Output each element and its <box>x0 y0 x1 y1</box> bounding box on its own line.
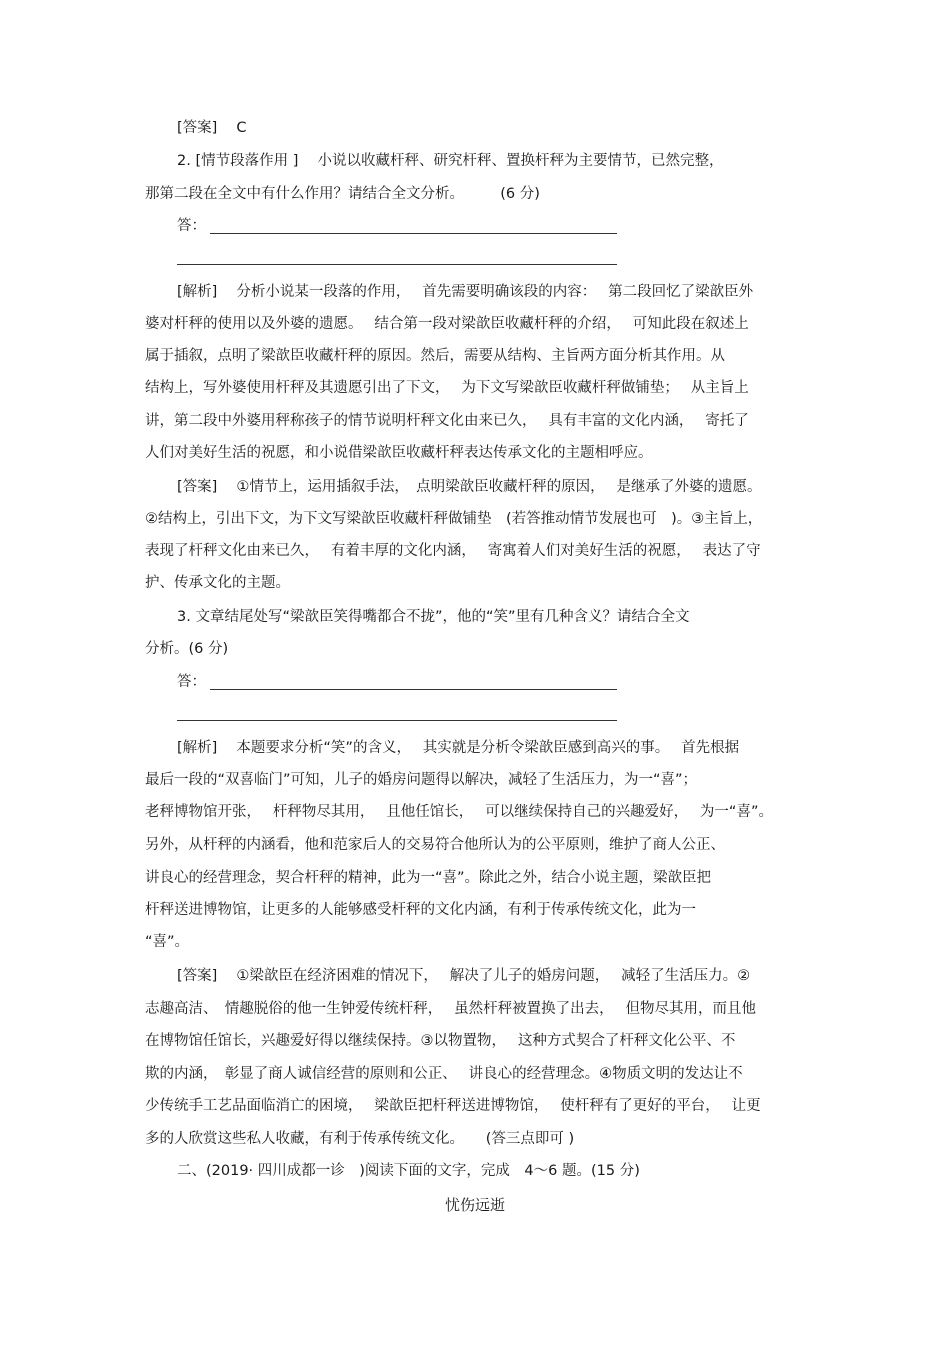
answer-c: [答案] C <box>177 120 247 136</box>
answer-label-3: 答： <box>177 674 206 690</box>
analysis-2-line: 婆对杆秤的使用以及外婆的遗愿。 结合第一段对梁歆臣收藏杆秤的介绍， 可知此段在叙述上 <box>145 316 749 332</box>
analysis-2-line: 人们对美好生活的祝愿，和小说借梁歆臣收藏杆秤表达传承文化的主题相呼应。 <box>145 445 653 461</box>
analysis-3-line: 老秤博物馆开张， 杆秤物尽其用， 且他任馆长， 可以继续保持自己的兴趣爱好， 为一“喜”。 <box>145 804 773 820</box>
analysis-3-line: “喜”。 <box>145 934 190 950</box>
answer-2-line: ②结构上，引出下文，为下文写梁歆臣收藏杆秤做铺垫 (若答推动情节发展也可 )。③主旨上， <box>145 511 763 527</box>
analysis-3-line: [解析] 本题要求分析“笑”的含义， 其实就是分析令梁歆臣感到高兴的事。 首先根据 <box>177 740 740 756</box>
analysis-3-line: 另外，从杆秤的内涵看，他和范家后人的交易符合他所认为的公平原则，维护了商人公正、 <box>145 837 725 853</box>
answer-3-line: 少传统手工艺品面临消亡的困境， 梁歆臣把杆秤送进博物馆， 使杆秤有了更好的平台， 让更 <box>145 1098 761 1114</box>
answer-3-line: 在博物馆任馆长，兴趣爱好得以继续保持。③以物置物， 这种方式契合了杆秤文化公平、不 <box>145 1033 736 1049</box>
answer-2-line: 表现了杆秤文化由来已久， 有着丰厚的文化内涵， 寄寓着人们对美好生活的祝愿， 表达了守 <box>145 543 761 559</box>
answer-3-line: 欺的内涵， 彰显了商人诚信经营的原则和公正、 讲良心的经营理念。④物质文明的发达让不 <box>145 1066 743 1082</box>
question-3-line-1: 3. 文章结尾处写“梁歆臣笑得嘴都合不拢”，他的“笑”里有几种含义？请结合全文 <box>177 609 690 625</box>
answer-blank-line <box>210 233 617 234</box>
answer-blank-line <box>177 264 617 265</box>
answer-blank-line <box>177 720 617 721</box>
analysis-2-line: 属于插叙，点明了梁歆臣收藏杆秤的原因。然后，需要从结构、主旨两方面分析其作用。从 <box>145 348 725 364</box>
question-2-line-1: 2. [情节段落作用 ] 小说以收藏杆秤、研究杆秤、置换杆秤为主要情节，已然完整， <box>177 153 724 169</box>
question-2-line-2: 那第二段在全文中有什么作用？请结合全文分析。 (6 分) <box>145 186 540 202</box>
analysis-2-line: 结构上，写外婆使用杆秤及其遗愿引出了下文， 为下文写梁歆臣收藏杆秤做铺垫； 从主旨上 <box>145 380 749 396</box>
answer-3-line: 志趣高洁、 情趣脱俗的他一生钟爱传统杆秤， 虽然杆秤被置换了出去， 但物尽其用，而且他 <box>145 1001 756 1017</box>
analysis-2-line: [解析] 分析小说某一段落的作用， 首先需要明确该段的内容： 第二段回忆了梁歆臣外 <box>177 284 754 300</box>
analysis-3-line: 讲良心的经营理念，契合杆秤的精神，此为一“喜”。除此之外，结合小说主题，梁歆臣把 <box>145 870 712 886</box>
answer-blank-line <box>210 689 617 690</box>
analysis-2-line: 讲，第二段中外婆用秤称孩子的情节说明杆秤文化由来已久， 具有丰富的文化内涵， 寄托了 <box>145 413 749 429</box>
answer-2-line: [答案] ①情节上，运用插叙手法， 点明梁歆臣收藏杆秤的原因， 是继承了外婆的遗愿。 <box>177 479 762 495</box>
question-3-line-2: 分析。(6 分) <box>145 641 229 657</box>
answer-3-line: 多的人欣赏这些私人收藏，有利于传承传统文化。 (答三点即可 ) <box>145 1131 575 1147</box>
answer-3-line: [答案] ①梁歆臣在经济困难的情况下， 解决了儿子的婚房问题， 减轻了生活压力。② <box>177 968 751 984</box>
analysis-3-line: 最后一段的“双喜临门”可知，儿子的婚房问题得以解决，减轻了生活压力，为一“喜”； <box>145 772 698 788</box>
answer-2-line: 护、传承文化的主题。 <box>145 575 290 591</box>
answer-label-2: 答： <box>177 218 206 234</box>
section-2-heading: 二、(2019· 四川成都一诊 )阅读下面的文字，完成 4～6 题。(15 分) <box>177 1163 640 1179</box>
passage-title: 忧伤远逝 <box>444 1196 505 1214</box>
analysis-3-line: 杆秤送进博物馆，让更多的人能够感受杆秤的文化内涵，有利于传承传统文化，此为一 <box>145 902 696 918</box>
